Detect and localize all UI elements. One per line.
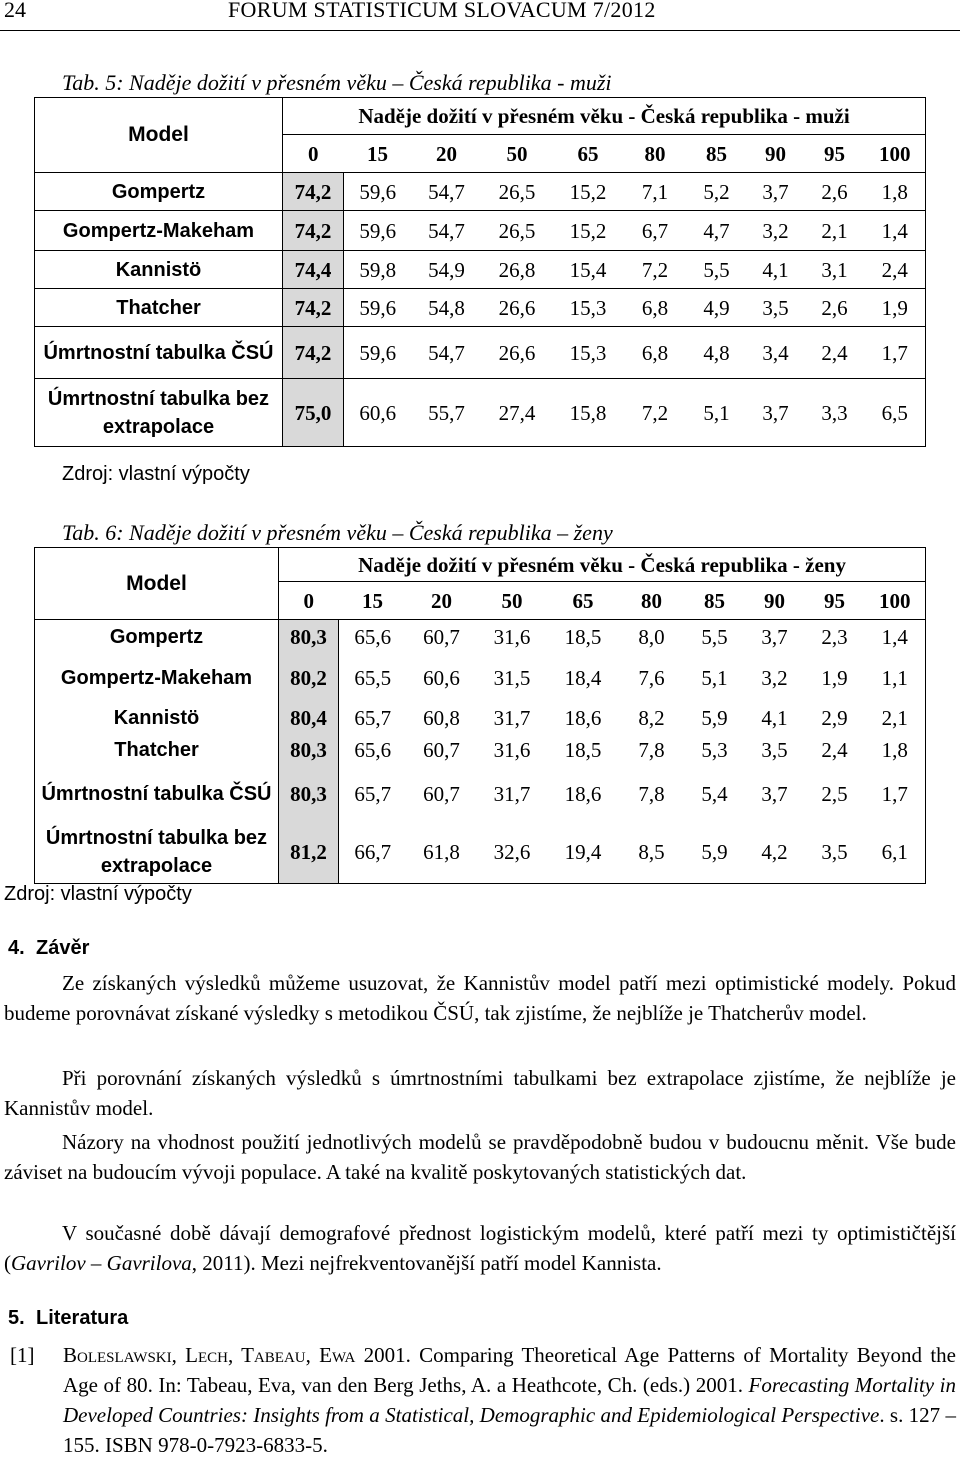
reference-number: [1]	[10, 1343, 35, 1367]
table6-age: 80	[619, 582, 685, 620]
value-cell: 31,7	[493, 705, 531, 730]
value-cell: 3,1	[805, 251, 865, 289]
table-row	[35, 327, 926, 379]
value-cell: 3,4	[747, 327, 805, 379]
table6-age: 65	[548, 582, 619, 620]
table6-age: 95	[805, 582, 865, 620]
value-cell: 15,2	[553, 173, 624, 211]
value-cell: 26,6	[482, 327, 553, 379]
value-cell: 26,5	[482, 173, 553, 211]
value-cell-age-0: 74,2	[283, 327, 344, 379]
value-cell: 60,7	[423, 737, 460, 762]
section-number: 4.	[8, 937, 25, 959]
value-cell: 26,8	[482, 251, 553, 289]
table6-age: 85	[685, 582, 745, 620]
value-cell: 26,6	[482, 289, 553, 327]
table5-age: 65	[553, 135, 624, 173]
table5-age: 20	[412, 135, 482, 173]
table6-age: 50	[477, 582, 548, 620]
value-cell: 1,7	[865, 327, 926, 379]
table-row	[35, 211, 926, 251]
value-cell: 31,6	[493, 737, 531, 762]
model-name: Thatcher	[35, 289, 283, 327]
value-cell: 15,8	[553, 379, 624, 447]
table-row	[35, 620, 926, 654]
value-cell: 27,4	[482, 379, 553, 447]
table5-age: 100	[865, 135, 926, 173]
table6-age: 90	[745, 582, 805, 620]
value-cell: 31,7	[493, 781, 531, 806]
table-row	[35, 289, 926, 327]
table5-source: Zdroj: vlastní výpočty	[62, 463, 250, 485]
table5-age: 0	[283, 135, 344, 173]
value-cell-age-0: 80,2	[279, 654, 339, 702]
table-row	[35, 251, 926, 289]
value-cell: 54,7	[412, 327, 482, 379]
value-cell: 3,5	[747, 289, 805, 327]
value-cell: 18,5	[564, 737, 602, 762]
value-cell: 1,9	[865, 289, 926, 327]
value-cell: 2,1	[865, 702, 926, 734]
value-cell-age-0: 75,0	[283, 379, 344, 447]
paragraph: Názory na vhodnost použití jednotlivých modelů se pravděpodobně budou v budoucnu měnit. Vše bude záviset na budoucím vývoji populace. A také na kvalitě poskytovaných statistických dat.	[4, 1130, 956, 1184]
value-cell: 6,7	[624, 211, 687, 251]
table5-age: 80	[624, 135, 687, 173]
table6	[34, 547, 926, 884]
value-cell: 2,3	[821, 624, 848, 649]
value-cell: 15,4	[553, 251, 624, 289]
value-cell: 2,9	[821, 705, 848, 730]
table6-age: 0	[279, 582, 339, 620]
value-cell-age-0: 74,2	[283, 211, 344, 251]
value-cell: 8,2	[638, 705, 665, 730]
value-cell: 2,6	[805, 173, 865, 211]
value-cell: 4,2	[745, 822, 805, 884]
paragraph: Při porovnání získaných výsledků s úmrtnostními tabulkami bez extrapolace zjistíme, že nejblíže je Kannistův model.	[4, 1066, 956, 1120]
model-name: Úmrtnostní tabulka ČSÚ	[35, 327, 283, 379]
value-cell: 5,3	[701, 737, 728, 762]
value-cell: 3,7	[761, 624, 788, 649]
table6-caption: Tab. 6: Naděje dožití v přesném věku – Česká republika – ženy	[62, 520, 613, 545]
page-header	[0, 0, 960, 24]
value-cell: 8,0	[638, 624, 665, 649]
value-cell: 2,6	[805, 289, 865, 327]
journal-title: FORUM STATISTICUM SLOVACUM 7/2012	[228, 0, 656, 22]
value-cell: 2,1	[805, 211, 865, 251]
value-cell: 1,4	[865, 211, 926, 251]
value-cell: 3,7	[747, 173, 805, 211]
value-cell: 1,1	[865, 654, 926, 702]
value-cell: 18,5	[564, 624, 602, 649]
value-cell: 4,9	[687, 289, 747, 327]
header-rule	[0, 30, 960, 31]
value-cell: 15,3	[553, 327, 624, 379]
model-name: Úmrtnostní tabulka ČSÚ	[35, 766, 279, 822]
value-cell: 7,2	[624, 379, 687, 447]
value-cell: 15,3	[553, 289, 624, 327]
model-name: Gompertz-Makeham	[35, 654, 279, 702]
value-cell: 3,2	[747, 211, 805, 251]
value-cell-age-0: 80,3	[279, 620, 339, 654]
value-cell: 3,2	[761, 665, 788, 690]
value-cell: 4,1	[761, 705, 788, 730]
value-cell: 18,6	[564, 781, 602, 806]
reference-authors: Boleslawski, Lech, Tabeau, Ewa	[63, 1343, 356, 1367]
table5-group-header: Naděje dožití v přesném věku - Česká republika - muži	[283, 98, 926, 135]
table-row	[35, 173, 926, 211]
table-row	[35, 379, 926, 447]
table-row	[35, 766, 926, 822]
value-cell: 3,7	[761, 781, 788, 806]
value-cell: 5,2	[687, 173, 747, 211]
value-cell: 60,6	[344, 379, 412, 447]
reference-item: [1] Boleslawski, Lech, Tabeau, Ewa 2001. Comparing Theoretical Age Patterns of Mortality Beyond the Age of 80. In: Tabeau, Eva, van den Berg Jeths, A. a Heathcote, Ch. (eds.) 2001. Forecasting Mortality in Developed Countries: Insights from a Statistical, Demographic and Epidemiological Perspective. s. 127 – 155. ISBN 978-0-7923-6833-5.	[10, 1340, 956, 1460]
value-cell: 54,8	[412, 289, 482, 327]
value-cell: 7,8	[638, 781, 665, 806]
table-row	[35, 654, 926, 702]
value-cell: 59,6	[344, 289, 412, 327]
table-row	[35, 822, 926, 884]
paragraph: Ze získaných výsledků můžeme usuzovat, že Kannistův model patří mezi optimistické modely. Pokud budeme porovnávat získané výsledky s metodikou ČSÚ, tak zjistíme, že nejblíže je Thatcherův model.	[4, 971, 956, 1025]
value-cell: 4,7	[687, 211, 747, 251]
value-cell: 3,7	[747, 379, 805, 447]
value-cell: 3,5	[805, 822, 865, 884]
value-cell: 59,6	[344, 327, 412, 379]
section-5-heading	[8, 1306, 128, 1330]
value-cell: 6,5	[865, 379, 926, 447]
value-cell: 8,5	[619, 822, 685, 884]
value-cell: 66,7	[339, 822, 407, 884]
value-cell-age-0: 74,2	[283, 289, 344, 327]
model-name: Gompertz	[35, 173, 283, 211]
value-cell: 2,4	[821, 737, 848, 762]
value-cell-age-0: 74,4	[283, 251, 344, 289]
table6-age: 100	[865, 582, 926, 620]
value-cell: 26,5	[482, 211, 553, 251]
value-cell: 3,5	[761, 737, 788, 762]
value-cell: 54,7	[412, 211, 482, 251]
table5-age: 15	[344, 135, 412, 173]
value-cell: 54,7	[412, 173, 482, 211]
value-cell: 1,7	[865, 766, 926, 822]
table6-group-header: Naděje dožití v přesném věku - Česká republika - ženy	[279, 548, 926, 582]
value-cell: 32,6	[477, 822, 548, 884]
section-title: Závěr	[36, 937, 90, 959]
value-cell: 7,8	[638, 737, 665, 762]
value-cell: 60,7	[423, 624, 460, 649]
table5-age: 95	[805, 135, 865, 173]
value-cell: 6,8	[624, 327, 687, 379]
value-cell: 5,5	[701, 624, 728, 649]
value-cell: 65,7	[354, 705, 392, 730]
table5-age: 50	[482, 135, 553, 173]
value-cell: 5,9	[685, 822, 745, 884]
value-cell: 6,1	[865, 822, 926, 884]
section-number: 5.	[8, 1307, 25, 1329]
value-cell-age-0: 81,2	[279, 822, 339, 884]
table6-age: 15	[339, 582, 407, 620]
value-cell: 65,6	[354, 624, 392, 649]
value-cell: 2,4	[805, 327, 865, 379]
value-cell: 5,5	[687, 251, 747, 289]
section-4-heading	[8, 936, 89, 960]
value-cell: 3,3	[805, 379, 865, 447]
value-cell: 5,9	[701, 705, 728, 730]
value-cell: 31,6	[493, 624, 531, 649]
model-name: Gompertz-Makeham	[35, 211, 283, 251]
table5-caption: Tab. 5: Naděje dožití v přesném věku – Česká republika - muži	[62, 70, 612, 95]
value-cell: 2,5	[821, 781, 848, 806]
value-cell: 7,6	[638, 665, 665, 690]
page-number: 24	[4, 0, 26, 22]
value-cell-age-0: 74,2	[283, 173, 344, 211]
section-title: Literatura	[36, 1307, 129, 1329]
value-cell: 1,8	[865, 734, 926, 766]
model-name: Kannistö	[35, 702, 279, 734]
value-cell: 15,2	[553, 211, 624, 251]
table5	[34, 97, 926, 447]
value-cell: 60,6	[423, 665, 460, 690]
value-cell: 7,1	[624, 173, 687, 211]
value-cell: 65,5	[354, 665, 392, 690]
value-cell: 31,5	[493, 665, 531, 690]
value-cell: 4,8	[687, 327, 747, 379]
value-cell: 4,1	[747, 251, 805, 289]
value-cell: 60,7	[423, 781, 460, 806]
value-cell-age-0: 80,3	[279, 766, 339, 822]
value-cell: 2,4	[865, 251, 926, 289]
value-cell: 7,2	[624, 251, 687, 289]
table-row	[35, 702, 926, 734]
value-cell: 6,8	[624, 289, 687, 327]
model-name: Úmrtnostní tabulka bez extrapolace	[35, 822, 279, 884]
table5-age: 85	[687, 135, 747, 173]
value-cell: 18,4	[564, 665, 602, 690]
value-cell: 59,8	[344, 251, 412, 289]
value-cell: 55,7	[412, 379, 482, 447]
value-cell: 1,9	[821, 665, 848, 690]
table5-age: 90	[747, 135, 805, 173]
table6-source: Zdroj: vlastní výpočty	[4, 883, 192, 905]
value-cell: 1,4	[865, 620, 926, 654]
value-cell-age-0: 80,3	[279, 734, 339, 766]
model-name: Kannistö	[35, 251, 283, 289]
table6-model-header: Model	[35, 548, 279, 620]
value-cell-age-0: 80,4	[279, 702, 339, 734]
reference-book-title: Forecasting Mortality in Developed Countries: Insights from a Statistical, Demographic and Epidemiological Perspective	[63, 1373, 956, 1427]
model-name: Thatcher	[35, 734, 279, 766]
table-row	[35, 734, 926, 766]
model-name: Úmrtnostní tabulka bez extrapolace	[35, 379, 283, 447]
value-cell: 5,4	[701, 781, 728, 806]
value-cell: 5,1	[687, 379, 747, 447]
value-cell: 65,6	[354, 737, 392, 762]
value-cell: 5,1	[701, 665, 728, 690]
value-cell: 19,4	[548, 822, 619, 884]
value-cell: 60,8	[423, 705, 460, 730]
value-cell: 54,9	[412, 251, 482, 289]
value-cell: 65,7	[354, 781, 392, 806]
value-cell: 59,6	[344, 173, 412, 211]
table6-age: 20	[407, 582, 477, 620]
model-name: Gompertz	[35, 620, 279, 654]
value-cell: 18,6	[564, 705, 602, 730]
table5-model-header: Model	[35, 98, 283, 173]
paragraph: V současné době dávají demografové přednost logistickým modelů, které patří mezi ty optimističtější (Gavrilov – Gavrilova, 2011). Mezi nejfrekventovanější patří model Kannista.	[4, 1221, 956, 1275]
value-cell: 61,8	[407, 822, 477, 884]
value-cell: 1,8	[865, 173, 926, 211]
value-cell: 59,6	[344, 211, 412, 251]
